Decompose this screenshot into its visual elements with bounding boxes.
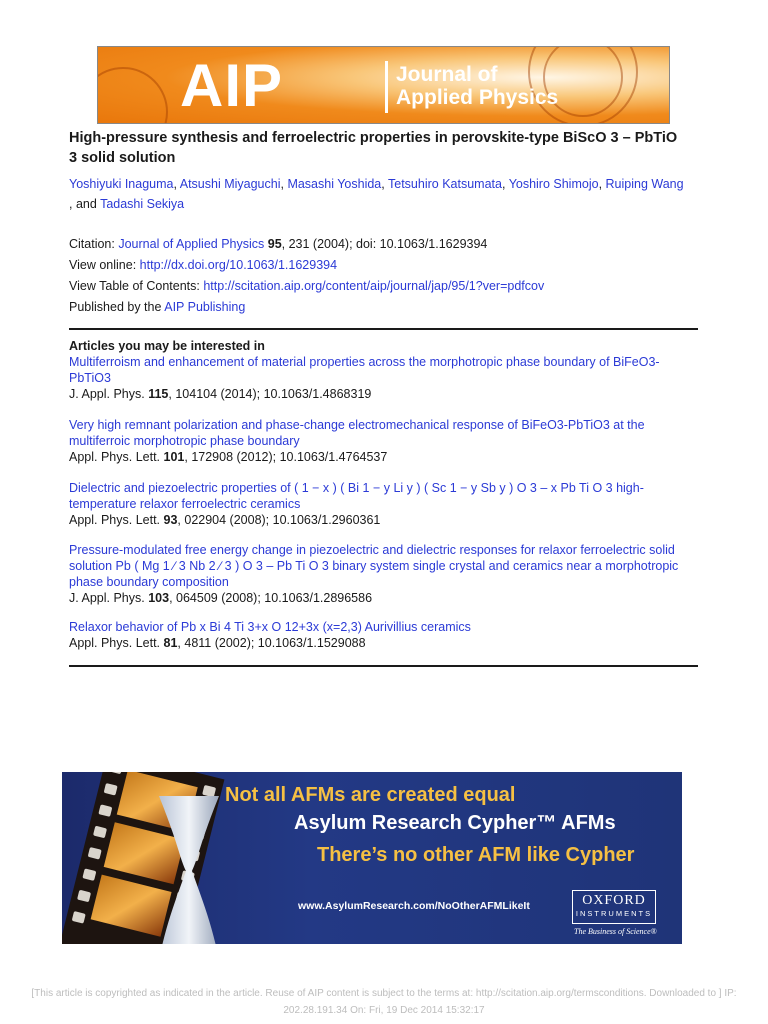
brand-tagline: The Business of Science®: [574, 927, 657, 936]
oxford-logo-text: OXFORD: [582, 893, 646, 908]
doi-link[interactable]: http://dx.doi.org/10.1063/1.1629394: [139, 258, 338, 272]
footer-line1: [This article is copyrighted as indicated in the article. Reuse of AIP content is subject to the terms at: http://scitation.aip.org/termsconditions. Downloaded to ] IP:: [31, 988, 737, 999]
banner-swirl: [97, 67, 168, 124]
instruments-logo-text: INSTRUMENTS: [575, 909, 653, 918]
ref-volume: 93: [163, 513, 178, 527]
journal-link[interactable]: Journal of Applied Physics: [118, 237, 265, 251]
related-article-link[interactable]: Relaxor behavior of Pb x Bi 4 Ti 3+x O 12+3x (x=2,3) Aurivillius ceramics: [69, 620, 471, 634]
citation-volume: 95: [267, 237, 282, 251]
ad-tagline: There’s no other AFM like Cypher: [317, 844, 635, 866]
ref-volume: 115: [148, 387, 169, 401]
related-article-ref: [69, 387, 371, 401]
ref-details: , 172908 (2012); 10.1063/1.4764537: [184, 450, 388, 464]
published-label: Published by the: [69, 300, 162, 314]
copyright-footer: [20, 985, 748, 1019]
ref-details: , 022904 (2008); 10.1063/1.2960361: [177, 513, 381, 527]
view-online-label: View online:: [69, 258, 137, 272]
citation-details: , 231 (2004); doi: 10.1063/1.1629394: [281, 237, 488, 251]
paper-title: High-pressure synthesis and ferroelectric properties in perovskite-type BiScO 3 – PbTiO 3 solid solution: [69, 130, 678, 166]
author-list: Yoshiyuki Inaguma, Atsushi Miyaguchi, Masashi Yoshida, Tetsuhiro Katsumata, Yoshiro Shimojo, Ruiping Wang , and Tadashi Sekiya: [69, 177, 684, 211]
toc-line: [69, 278, 544, 294]
advertisement-banner[interactable]: [62, 772, 682, 944]
author-link[interactable]: Ruiping Wang: [605, 177, 684, 191]
toc-label: View Table of Contents:: [69, 279, 200, 293]
published-line: [69, 299, 245, 315]
citation-label: Citation:: [69, 237, 115, 251]
author-link[interactable]: Masashi Yoshida: [287, 177, 382, 191]
ref-volume: 101: [163, 450, 185, 464]
citation-line: [69, 236, 487, 252]
related-article-link[interactable]: Multiferroism and enhancement of material properties across the morphotropic phase boundary of BiFeO3-PbTiO3: [69, 355, 660, 385]
related-article-ref: [69, 591, 372, 605]
related-article-link[interactable]: Dielectric and piezoelectric properties of ( 1 − x ) ( Bi 1 − y Li y ) ( Sc 1 − y Sb y ) O 3 – x Pb Ti O 3 high-temperature relaxor ferroelectric ceramics: [69, 481, 644, 511]
related-article-ref: [69, 450, 387, 464]
ref-journal: J. Appl. Phys.: [69, 387, 145, 401]
view-online-line: [69, 257, 337, 273]
ref-details: , 104104 (2014); 10.1063/1.4868319: [168, 387, 372, 401]
ad-product-line: Asylum Research Cypher™ AFMs: [294, 812, 616, 834]
related-article-ref: [69, 636, 366, 650]
author-link[interactable]: Tadashi Sekiya: [100, 197, 185, 211]
related-article-link[interactable]: Pressure-modulated free energy change in piezoelectric and dielectric responses for relaxor ferroelectric solid solution Pb ( Mg 1 ∕ 3 Nb 2 ∕ 3 ) O 3 – Pb Ti O 3 binary system single crystal and ceramics near a morphotropic phase boundary composition: [69, 543, 679, 589]
ref-volume: 81: [163, 636, 178, 650]
author-link[interactable]: Yoshiro Shimojo: [508, 177, 599, 191]
author-link[interactable]: Atsushi Miyaguchi: [179, 177, 281, 191]
ref-details: , 064509 (2008); 10.1063/1.2896586: [169, 591, 373, 605]
bottom-divider: [69, 665, 698, 667]
related-article: [69, 542, 694, 606]
author-link[interactable]: Tetsuhiro Katsumata: [388, 177, 502, 191]
ref-journal: Appl. Phys. Lett.: [69, 450, 161, 464]
ref-details: , 4811 (2002); 10.1063/1.1529088: [177, 636, 366, 650]
journal-name-line1: Journal of: [396, 63, 498, 86]
related-article-ref: [69, 513, 380, 527]
related-article-link[interactable]: Very high remnant polarization and phase-change electromechanical response of BiFeO3-PbTiO3 at the multiferroic morphotropic phase boundary: [69, 418, 645, 448]
toc-link[interactable]: http://scitation.aip.org/content/aip/journal/jap/95/1?ver=pdfcov: [203, 279, 545, 293]
publisher-link[interactable]: AIP Publishing: [164, 300, 246, 314]
afm-tip-graphic: [154, 796, 224, 944]
related-article: [69, 480, 694, 528]
journal-name: [396, 63, 558, 109]
author-link[interactable]: Yoshiyuki Inaguma: [69, 177, 174, 191]
oxford-instruments-logo: [572, 890, 656, 924]
related-article: [69, 354, 694, 402]
related-heading: Articles you may be interested in: [69, 339, 265, 353]
banner-divider: [385, 61, 388, 113]
ref-journal: Appl. Phys. Lett.: [69, 636, 161, 650]
journal-name-line2: Applied Physics: [396, 86, 559, 109]
footer-line2: 202.28.191.34 On: Fri, 19 Dec 2014 15:32:17: [283, 1005, 485, 1016]
related-article: [69, 417, 694, 465]
top-divider: [69, 328, 698, 330]
ad-url[interactable]: www.AsylumResearch.com/NoOtherAFMLikeIt: [298, 900, 530, 912]
journal-banner: [97, 46, 670, 124]
and-text: , and: [69, 197, 97, 211]
ref-volume: 103: [148, 591, 170, 605]
related-article: [69, 619, 694, 651]
ref-journal: Appl. Phys. Lett.: [69, 513, 161, 527]
ad-headline: Not all AFMs are created equal: [225, 784, 516, 806]
ref-journal: J. Appl. Phys.: [69, 591, 145, 605]
aip-logo: AIP: [180, 52, 284, 119]
